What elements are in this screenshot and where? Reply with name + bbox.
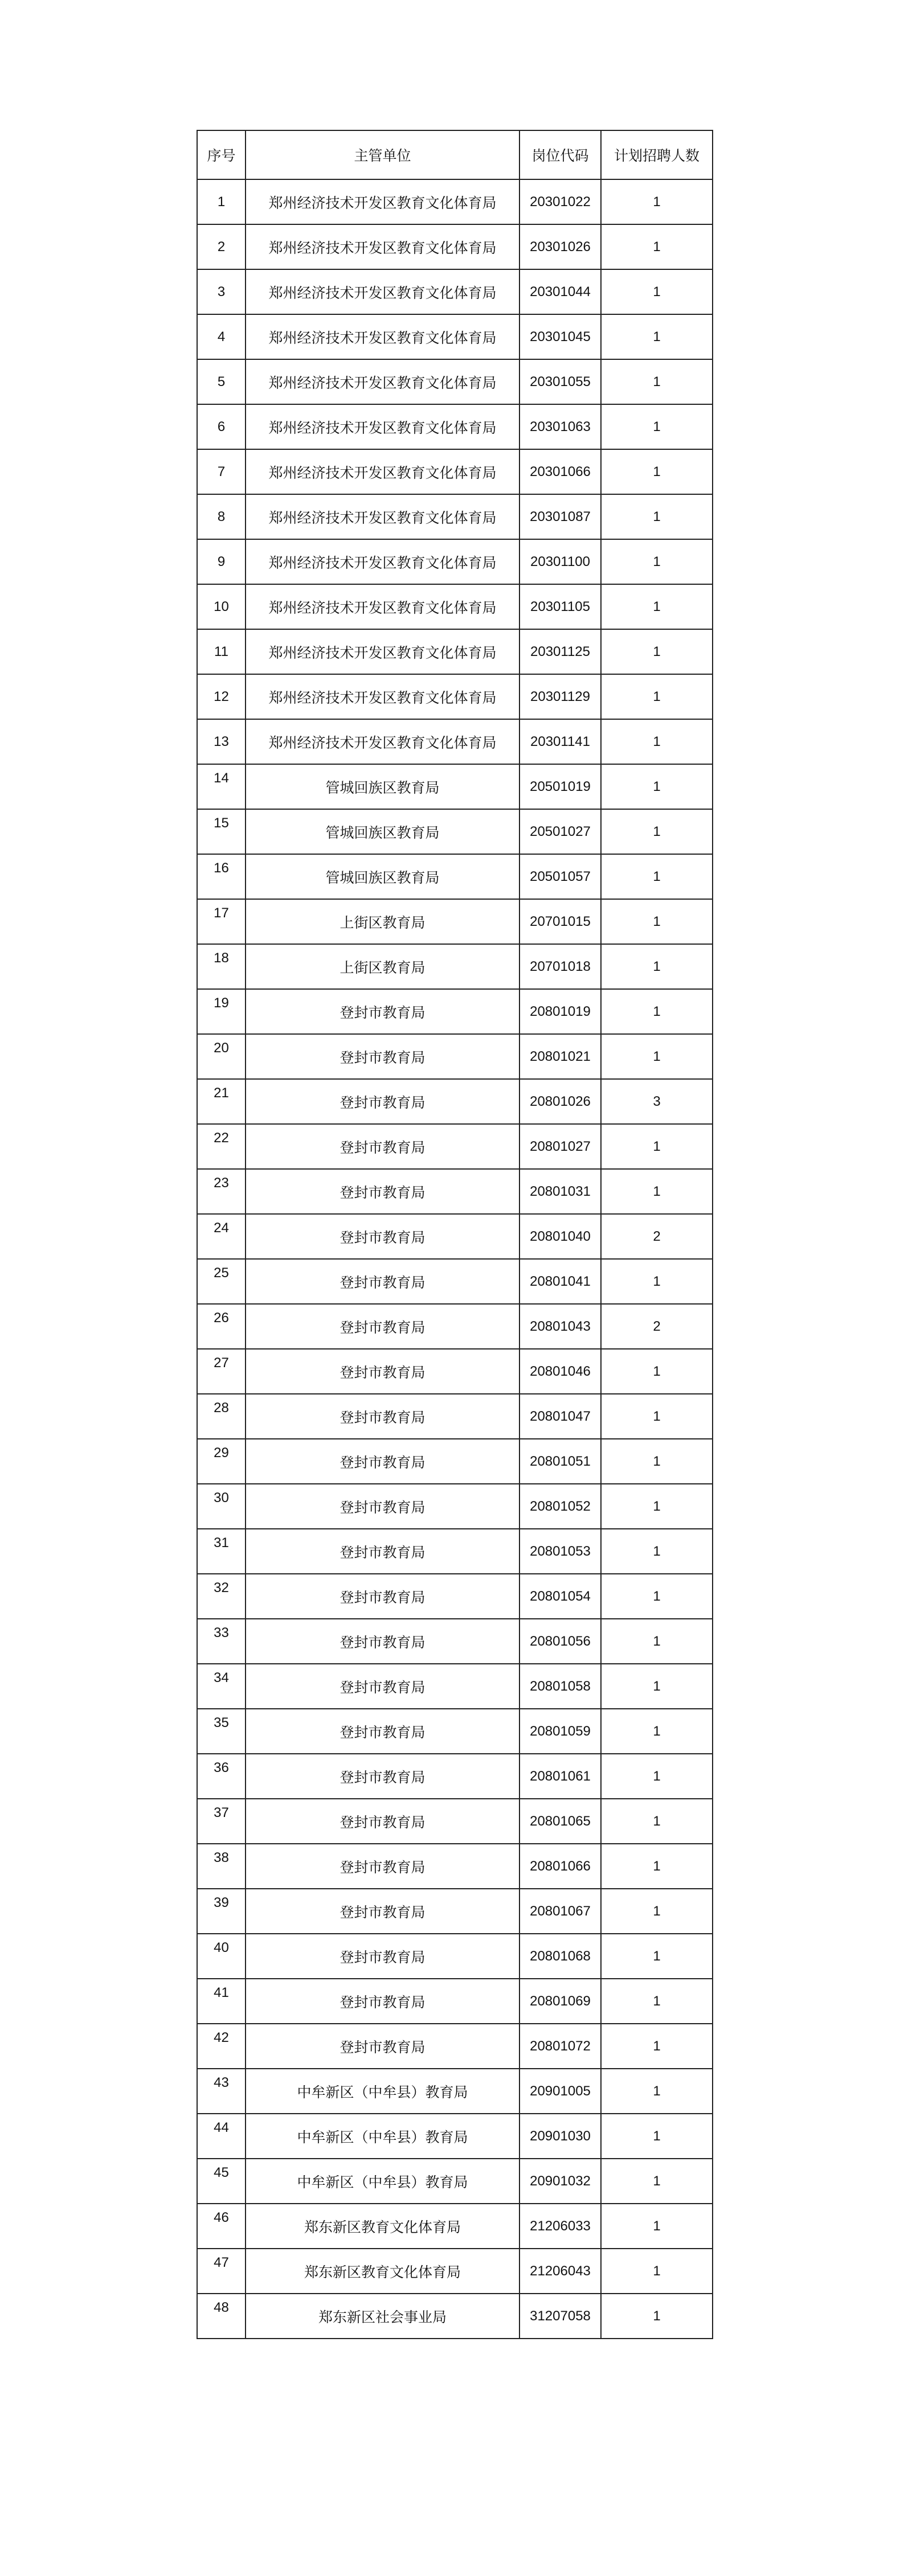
row-planned-count: 1	[601, 1484, 713, 1529]
row-planned-count: 1	[601, 1439, 713, 1484]
header-department: 主管单位	[246, 130, 520, 179]
row-position-code: 20801046	[520, 1349, 601, 1394]
row-position-code: 20301129	[520, 674, 601, 719]
row-department: 登封市教育局	[246, 1529, 520, 1574]
row-index: 9	[197, 539, 246, 584]
row-planned-count: 1	[601, 584, 713, 629]
table-row	[197, 584, 713, 629]
header-planned-count: 计划招聘人数	[601, 130, 713, 179]
row-index: 35	[197, 1709, 246, 1754]
row-index: 21	[197, 1079, 246, 1124]
row-position-code: 20301063	[520, 404, 601, 449]
table-row	[197, 179, 713, 224]
row-position-code: 20301125	[520, 629, 601, 674]
row-position-code: 20501027	[520, 809, 601, 854]
table-row	[197, 1169, 713, 1214]
row-position-code: 20701018	[520, 944, 601, 989]
row-planned-count: 1	[601, 1124, 713, 1169]
table-row	[197, 314, 713, 359]
row-planned-count: 2	[601, 1304, 713, 1349]
row-index: 32	[197, 1574, 246, 1619]
row-department: 郑州经济技术开发区教育文化体育局	[246, 494, 520, 539]
row-index: 1	[197, 179, 246, 224]
row-department: 郑州经济技术开发区教育文化体育局	[246, 314, 520, 359]
table-row	[197, 2204, 713, 2249]
table-row	[197, 1799, 713, 1844]
row-index: 33	[197, 1619, 246, 1664]
table-row	[197, 539, 713, 584]
row-position-code: 20801027	[520, 1124, 601, 1169]
row-index: 24	[197, 1214, 246, 1259]
row-planned-count: 1	[601, 854, 713, 899]
row-position-code: 20301044	[520, 269, 601, 314]
table-row	[197, 944, 713, 989]
table-row	[197, 854, 713, 899]
row-index: 18	[197, 944, 246, 989]
row-position-code: 20801072	[520, 2024, 601, 2069]
row-department: 登封市教育局	[246, 1304, 520, 1349]
row-index: 25	[197, 1259, 246, 1304]
table-row	[197, 1124, 713, 1169]
table-row	[197, 1709, 713, 1754]
row-position-code: 20801066	[520, 1844, 601, 1889]
row-department: 上街区教育局	[246, 899, 520, 944]
row-index: 13	[197, 719, 246, 764]
row-planned-count: 1	[601, 719, 713, 764]
row-index: 46	[197, 2204, 246, 2249]
row-position-code: 20801065	[520, 1799, 601, 1844]
row-department: 登封市教育局	[246, 1574, 520, 1619]
row-planned-count: 1	[601, 944, 713, 989]
row-planned-count: 1	[601, 1844, 713, 1889]
row-department: 登封市教育局	[246, 1844, 520, 1889]
row-planned-count: 1	[601, 1529, 713, 1574]
row-index: 36	[197, 1754, 246, 1799]
row-position-code: 20301100	[520, 539, 601, 584]
table-row	[197, 899, 713, 944]
row-planned-count: 1	[601, 2294, 713, 2339]
row-index: 34	[197, 1664, 246, 1709]
row-department: 登封市教育局	[246, 1349, 520, 1394]
row-planned-count: 1	[601, 674, 713, 719]
row-planned-count: 1	[601, 1349, 713, 1394]
table-row	[197, 1754, 713, 1799]
row-planned-count: 1	[601, 1034, 713, 1079]
table-body	[197, 179, 713, 2339]
row-planned-count: 1	[601, 494, 713, 539]
row-index: 17	[197, 899, 246, 944]
row-position-code: 21206043	[520, 2249, 601, 2294]
row-position-code: 20801021	[520, 1034, 601, 1079]
row-planned-count: 1	[601, 539, 713, 584]
row-department: 郑州经济技术开发区教育文化体育局	[246, 584, 520, 629]
row-position-code: 20301105	[520, 584, 601, 629]
row-department: 登封市教育局	[246, 1169, 520, 1214]
row-department: 登封市教育局	[246, 1799, 520, 1844]
row-planned-count: 3	[601, 1079, 713, 1124]
recruitment-table	[197, 130, 713, 2339]
row-department: 中牟新区（中牟县）教育局	[246, 2114, 520, 2159]
row-position-code: 31207058	[520, 2294, 601, 2339]
table-row	[197, 2069, 713, 2114]
row-position-code: 20801040	[520, 1214, 601, 1259]
row-planned-count: 1	[601, 179, 713, 224]
row-position-code: 20801067	[520, 1889, 601, 1934]
row-position-code: 20801019	[520, 989, 601, 1034]
row-index: 45	[197, 2159, 246, 2204]
row-index: 8	[197, 494, 246, 539]
row-index: 6	[197, 404, 246, 449]
table-row	[197, 2159, 713, 2204]
row-department: 登封市教育局	[246, 1619, 520, 1664]
table-row	[197, 1034, 713, 1079]
row-position-code: 20801068	[520, 1934, 601, 1979]
row-index: 39	[197, 1889, 246, 1934]
row-planned-count: 1	[601, 764, 713, 809]
table-row	[197, 1259, 713, 1304]
row-index: 11	[197, 629, 246, 674]
row-index: 29	[197, 1439, 246, 1484]
row-planned-count: 1	[601, 899, 713, 944]
row-planned-count: 1	[601, 1754, 713, 1799]
row-index: 20	[197, 1034, 246, 1079]
table-row	[197, 1664, 713, 1709]
row-index: 31	[197, 1529, 246, 1574]
row-department: 管城回族区教育局	[246, 854, 520, 899]
table-row	[197, 2024, 713, 2069]
row-department: 郑州经济技术开发区教育文化体育局	[246, 719, 520, 764]
row-index: 26	[197, 1304, 246, 1349]
row-position-code: 20801052	[520, 1484, 601, 1529]
row-planned-count: 1	[601, 809, 713, 854]
row-index: 38	[197, 1844, 246, 1889]
row-position-code: 20801031	[520, 1169, 601, 1214]
table-row	[197, 1574, 713, 1619]
row-index: 27	[197, 1349, 246, 1394]
row-department: 郑东新区教育文化体育局	[246, 2204, 520, 2249]
row-department: 郑东新区教育文化体育局	[246, 2249, 520, 2294]
row-position-code: 20301045	[520, 314, 601, 359]
row-index: 15	[197, 809, 246, 854]
table-row	[197, 1079, 713, 1124]
row-planned-count: 1	[601, 2069, 713, 2114]
row-index: 47	[197, 2249, 246, 2294]
row-index: 43	[197, 2069, 246, 2114]
row-department: 郑州经济技术开发区教育文化体育局	[246, 449, 520, 494]
row-position-code: 20801051	[520, 1439, 601, 1484]
row-department: 登封市教育局	[246, 1214, 520, 1259]
row-index: 3	[197, 269, 246, 314]
row-index: 30	[197, 1484, 246, 1529]
row-department: 登封市教育局	[246, 1034, 520, 1079]
table-row	[197, 674, 713, 719]
table-row	[197, 1619, 713, 1664]
row-planned-count: 1	[601, 629, 713, 674]
table-row	[197, 2249, 713, 2294]
table-row	[197, 359, 713, 404]
row-index: 37	[197, 1799, 246, 1844]
row-planned-count: 1	[601, 2204, 713, 2249]
row-planned-count: 1	[601, 269, 713, 314]
table-row	[197, 404, 713, 449]
row-planned-count: 1	[601, 1934, 713, 1979]
row-index: 44	[197, 2114, 246, 2159]
table-row	[197, 269, 713, 314]
row-planned-count: 2	[601, 1214, 713, 1259]
table-row	[197, 1934, 713, 1979]
row-planned-count: 1	[601, 1574, 713, 1619]
row-position-code: 21206033	[520, 2204, 601, 2249]
row-index: 16	[197, 854, 246, 899]
row-department: 登封市教育局	[246, 2024, 520, 2069]
table-row	[197, 1484, 713, 1529]
row-department: 登封市教育局	[246, 1484, 520, 1529]
row-position-code: 20801058	[520, 1664, 601, 1709]
row-position-code: 20301022	[520, 179, 601, 224]
row-department: 登封市教育局	[246, 989, 520, 1034]
row-position-code: 20301066	[520, 449, 601, 494]
row-planned-count: 1	[601, 1664, 713, 1709]
row-index: 5	[197, 359, 246, 404]
table-row	[197, 1889, 713, 1934]
row-planned-count: 1	[601, 1709, 713, 1754]
row-department: 登封市教育局	[246, 1259, 520, 1304]
row-department: 登封市教育局	[246, 1124, 520, 1169]
row-position-code: 20901005	[520, 2069, 601, 2114]
row-department: 管城回族区教育局	[246, 764, 520, 809]
row-planned-count: 1	[601, 1259, 713, 1304]
row-position-code: 20801026	[520, 1079, 601, 1124]
header-position-code: 岗位代码	[520, 130, 601, 179]
row-position-code: 20801041	[520, 1259, 601, 1304]
row-position-code: 20901032	[520, 2159, 601, 2204]
row-position-code: 20301087	[520, 494, 601, 539]
table-row	[197, 1979, 713, 2024]
table-row	[197, 989, 713, 1034]
row-position-code: 20801059	[520, 1709, 601, 1754]
row-position-code: 20801061	[520, 1754, 601, 1799]
row-planned-count: 1	[601, 1169, 713, 1214]
row-index: 14	[197, 764, 246, 809]
row-index: 7	[197, 449, 246, 494]
row-index: 40	[197, 1934, 246, 1979]
table-row	[197, 2114, 713, 2159]
row-department: 郑东新区社会事业局	[246, 2294, 520, 2339]
row-department: 中牟新区（中牟县）教育局	[246, 2069, 520, 2114]
row-department: 郑州经济技术开发区教育文化体育局	[246, 269, 520, 314]
row-position-code: 20801054	[520, 1574, 601, 1619]
table-row	[197, 809, 713, 854]
row-position-code: 20801069	[520, 1979, 601, 2024]
row-planned-count: 1	[601, 2024, 713, 2069]
row-planned-count: 1	[601, 989, 713, 1034]
row-planned-count: 1	[601, 2249, 713, 2294]
row-planned-count: 1	[601, 314, 713, 359]
row-position-code: 20501057	[520, 854, 601, 899]
table-row	[197, 1304, 713, 1349]
row-position-code: 20801043	[520, 1304, 601, 1349]
table-row	[197, 224, 713, 269]
row-department: 郑州经济技术开发区教育文化体育局	[246, 179, 520, 224]
table-row	[197, 1214, 713, 1259]
row-department: 管城回族区教育局	[246, 809, 520, 854]
row-planned-count: 1	[601, 1799, 713, 1844]
row-department: 登封市教育局	[246, 1079, 520, 1124]
table-row	[197, 1439, 713, 1484]
row-department: 登封市教育局	[246, 1979, 520, 2024]
row-index: 22	[197, 1124, 246, 1169]
row-index: 48	[197, 2294, 246, 2339]
row-planned-count: 1	[601, 1979, 713, 2024]
table-row	[197, 1844, 713, 1889]
row-department: 登封市教育局	[246, 1754, 520, 1799]
row-position-code: 20701015	[520, 899, 601, 944]
row-position-code: 20301055	[520, 359, 601, 404]
table-row	[197, 2294, 713, 2339]
table-row	[197, 719, 713, 764]
row-position-code: 20501019	[520, 764, 601, 809]
row-planned-count: 1	[601, 359, 713, 404]
row-department: 登封市教育局	[246, 1394, 520, 1439]
row-planned-count: 1	[601, 404, 713, 449]
row-position-code: 20801053	[520, 1529, 601, 1574]
row-planned-count: 1	[601, 1619, 713, 1664]
table-row	[197, 1394, 713, 1439]
row-index: 4	[197, 314, 246, 359]
row-department: 郑州经济技术开发区教育文化体育局	[246, 224, 520, 269]
row-index: 42	[197, 2024, 246, 2069]
table-header-row	[197, 130, 713, 179]
row-department: 郑州经济技术开发区教育文化体育局	[246, 539, 520, 584]
table-row	[197, 494, 713, 539]
row-department: 中牟新区（中牟县）教育局	[246, 2159, 520, 2204]
table-row	[197, 764, 713, 809]
header-index: 序号	[197, 130, 246, 179]
row-planned-count: 1	[601, 2159, 713, 2204]
row-planned-count: 1	[601, 449, 713, 494]
table-row	[197, 1529, 713, 1574]
table-row	[197, 449, 713, 494]
row-planned-count: 1	[601, 1889, 713, 1934]
row-department: 上街区教育局	[246, 944, 520, 989]
row-planned-count: 1	[601, 224, 713, 269]
row-department: 登封市教育局	[246, 1709, 520, 1754]
row-index: 10	[197, 584, 246, 629]
row-planned-count: 1	[601, 2114, 713, 2159]
row-index: 12	[197, 674, 246, 719]
row-department: 登封市教育局	[246, 1664, 520, 1709]
row-index: 41	[197, 1979, 246, 2024]
row-position-code: 20301026	[520, 224, 601, 269]
row-position-code: 20801056	[520, 1619, 601, 1664]
row-position-code: 20801047	[520, 1394, 601, 1439]
row-department: 登封市教育局	[246, 1439, 520, 1484]
row-index: 19	[197, 989, 246, 1034]
row-position-code: 20301141	[520, 719, 601, 764]
table-row	[197, 629, 713, 674]
row-index: 2	[197, 224, 246, 269]
row-department: 郑州经济技术开发区教育文化体育局	[246, 629, 520, 674]
row-index: 23	[197, 1169, 246, 1214]
row-department: 郑州经济技术开发区教育文化体育局	[246, 674, 520, 719]
row-department: 登封市教育局	[246, 1934, 520, 1979]
row-department: 郑州经济技术开发区教育文化体育局	[246, 359, 520, 404]
row-department: 郑州经济技术开发区教育文化体育局	[246, 404, 520, 449]
row-planned-count: 1	[601, 1394, 713, 1439]
row-index: 28	[197, 1394, 246, 1439]
row-department: 登封市教育局	[246, 1889, 520, 1934]
table-row	[197, 1349, 713, 1394]
row-position-code: 20901030	[520, 2114, 601, 2159]
